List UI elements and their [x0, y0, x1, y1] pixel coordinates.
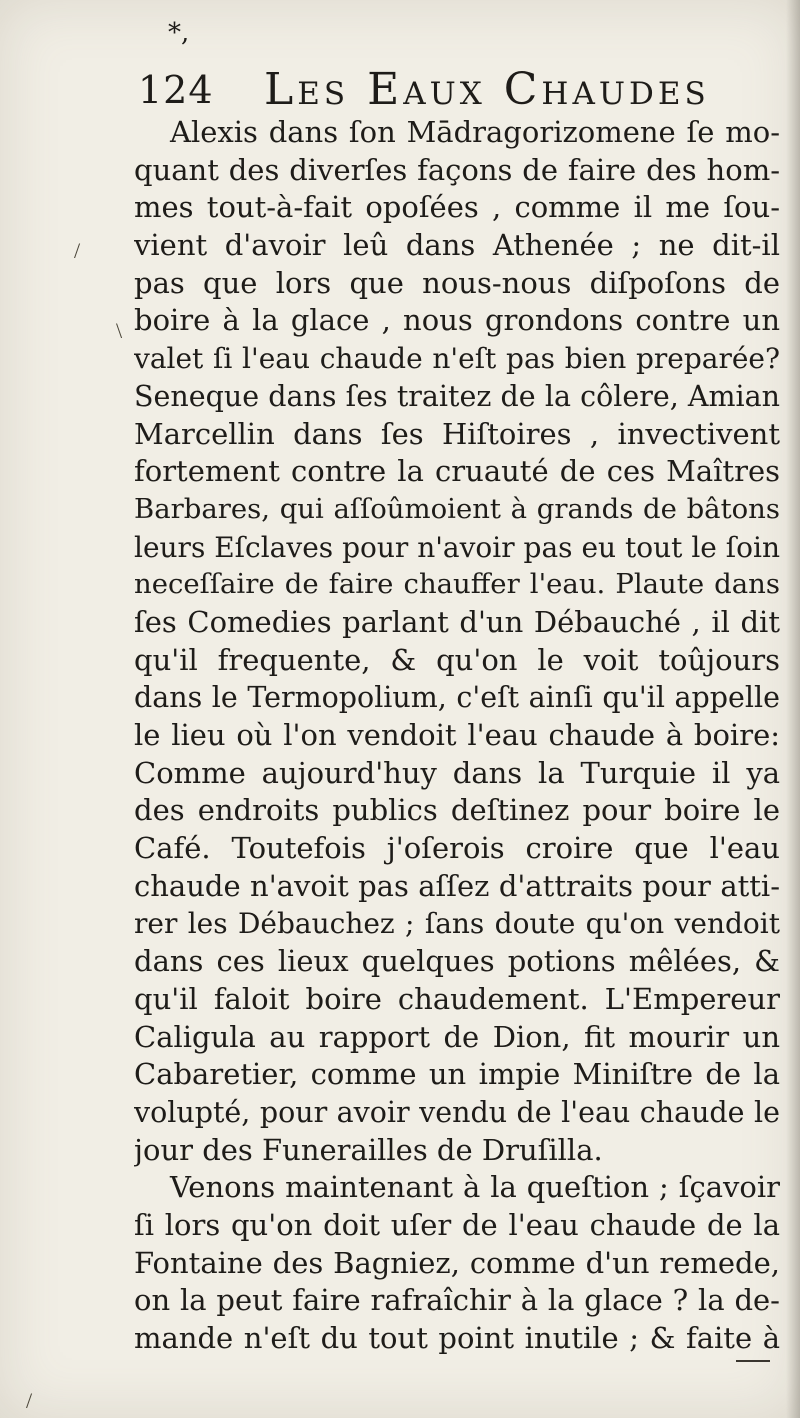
running-title: Les Eaux Chaudes — [264, 64, 710, 115]
page-header — [138, 62, 778, 115]
text-line: rer les Débauchez ; ſans doute qu'on vendoit — [134, 907, 780, 941]
top-ink-mark: *, — [168, 18, 190, 48]
text-line: chaude n'avoit pas aſſez d'attraits pour atti- — [134, 868, 780, 903]
text-line: on la peut faire rafraîchir à la glace ? la de- — [134, 1283, 780, 1318]
text-line: Seneque dans ſes traitez de la côlere, Amian — [134, 379, 780, 413]
text-line: leurs Eſclaves pour n'avoir pas eu tout le ſoin — [134, 530, 780, 564]
text-line: dans le Termopolium, c'eſt ainſi qu'il appelle — [134, 681, 780, 715]
text-line: le lieu où l'on vendoit l'eau chaude à boire: — [134, 718, 780, 752]
text-line: fortement contre la cruauté de ces Maîtres — [134, 454, 780, 489]
margin-mark-2: \ — [116, 318, 123, 343]
text-line: ſes Comedies parlant d'un Débauché , il dit — [134, 604, 780, 639]
text-line: valet ſi l'eau chaude n'eſt pas bien preparée? — [134, 342, 780, 376]
text-line: dans ces lieux quelques potions mêlées, & — [134, 944, 780, 979]
text-line: vient d'avoir leû dans Athenée ; ne dit-il — [134, 228, 780, 263]
text-line: Venons maintenant à la queſtion ; ſçavoir — [170, 1170, 780, 1205]
text-line: qu'il frequente, & qu'on le voit toûjours — [134, 642, 780, 677]
text-line: mande n'eſt du tout point inutile ; & faite à — [134, 1321, 780, 1355]
page-number: 124 — [138, 68, 214, 112]
text-line: Café. Toutefois j'oſerois croire que l'eau — [134, 831, 780, 866]
text-line: neceſſaire de faire chauffer l'eau. Plaute dans — [134, 568, 780, 601]
text-line: Caligula au rapport de Dion, fit mourir un — [134, 1019, 780, 1054]
text-line: volupté, pour avoir vendu de l'eau chaude le — [134, 1095, 780, 1129]
margin-mark-3: / — [26, 1388, 33, 1413]
text-line: Alexis dans ſon Mādragorizomene ſe mo- — [170, 115, 780, 149]
text-line: boire à la glace , nous grondons contre un — [134, 303, 780, 338]
text-line: quant des diverſes façons de faire des hom- — [134, 152, 780, 187]
text-line: mes tout-à-fait opoſées , comme il me ſou- — [134, 190, 780, 225]
text-line: des endroits publics deſtinez pour boire le — [134, 793, 780, 828]
text-line: ſi lors qu'on doit uſer de l'eau chaude de la — [134, 1207, 780, 1242]
footer-rule — [736, 1360, 770, 1362]
text-line: Fontaine des Bagniez, comme d'un remede, — [134, 1245, 780, 1280]
body-text — [134, 114, 780, 1358]
text-line: pas que lors que nous-nous diſpoſons de — [134, 265, 780, 300]
text-line: Barbares, qui aſſoûmoient à grands de bâtons — [134, 492, 780, 525]
text-line: Cabaretier, comme un impie Miniſtre de la — [134, 1057, 780, 1092]
margin-mark-1: / — [74, 238, 81, 263]
text-line: jour des Funerailles de Druſilla. — [134, 1132, 603, 1167]
text-line: qu'il faloit boire chaudement. L'Empereur — [134, 981, 780, 1016]
text-line: Comme aujourd'huy dans la Turquie il ya — [134, 755, 780, 790]
text-line: Marcellin dans ſes Hiſtoires , invectivent — [134, 416, 780, 451]
